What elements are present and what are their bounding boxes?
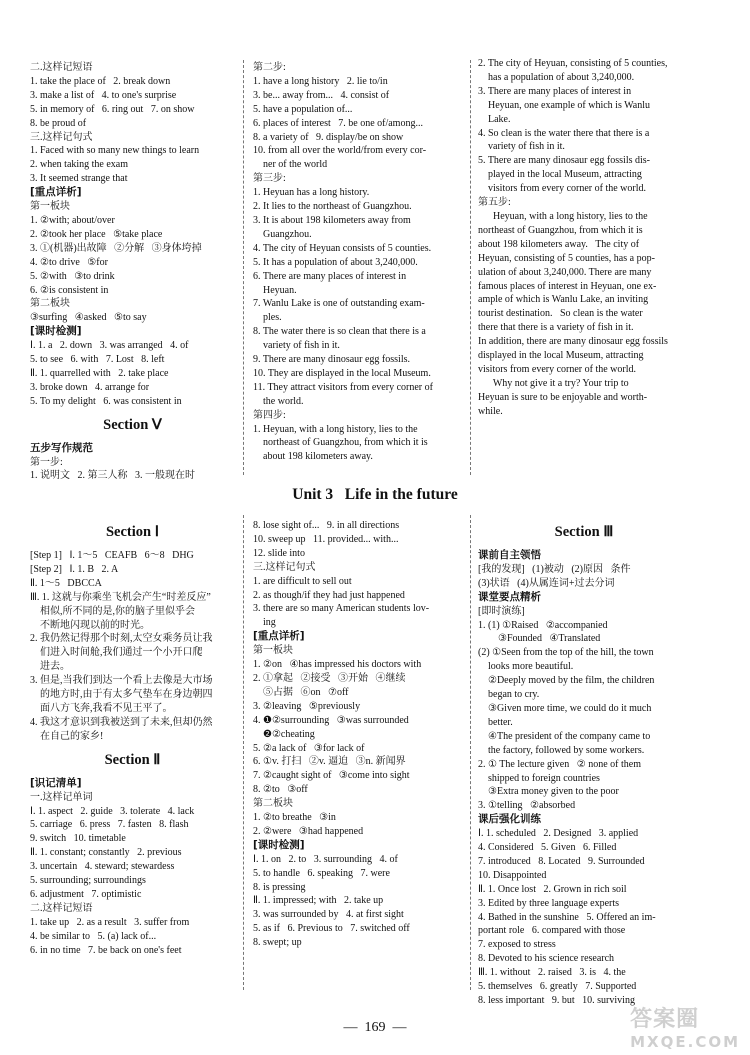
text-line: 4. 我这才意识到我被送到了未来,但却仍然 bbox=[30, 716, 213, 728]
text-line: while. bbox=[478, 405, 503, 417]
section-title: Section Ⅱ bbox=[104, 751, 161, 768]
text-line: 8. is pressing bbox=[253, 881, 306, 893]
text-line: [Step 1] Ⅰ. 1～5 CEAFB 6～8 DHG bbox=[30, 550, 194, 561]
section-heading: [课时检测] bbox=[30, 325, 82, 338]
section-heading: [重点详析] bbox=[253, 630, 305, 643]
text-line: 2. ① The lecture given ② none of them bbox=[478, 758, 641, 770]
text-line: 1. (1) ①Raised ②accompanied bbox=[478, 619, 608, 631]
text-line: 10. They are displayed in the local Museum. bbox=[253, 367, 431, 379]
text-line: visitors from every corner of the world. bbox=[478, 363, 637, 375]
text-line: visitors from every corner of the world. bbox=[478, 183, 647, 195]
column-divider bbox=[470, 60, 471, 475]
text-line: ②Deeply moved by the film, the children bbox=[478, 675, 655, 687]
text-line: ③Given more time, we could do it much bbox=[478, 702, 652, 714]
text-line: 1. Faced with so many new things to learn bbox=[30, 145, 200, 157]
text-line: 的地方时,由于有太多气垫车在身边朝四 bbox=[30, 689, 213, 701]
text-line: ample of which is Wanlu Lake, an inviting bbox=[478, 294, 649, 306]
text-line: 在自己的家乡! bbox=[30, 730, 104, 742]
text-line: 5. To my delight 6. was consistent in bbox=[30, 395, 182, 407]
text-line: 1. 说明文 2. 第三人称 3. 一般现在时 bbox=[30, 470, 195, 482]
text-line: 4. Considered 5. Given 6. Filled bbox=[478, 842, 617, 854]
section-heading: [课时检测] bbox=[253, 838, 305, 851]
text-line: 8. Devoted to his science research bbox=[478, 953, 615, 965]
bottom-middle-column bbox=[253, 519, 465, 950]
text-line: In addition, there are many dinosaur egg fossils bbox=[478, 336, 668, 348]
text-line: 1. have a long history 2. lie to/in bbox=[253, 75, 388, 87]
text-line: [即时演练] bbox=[478, 605, 525, 617]
text-line: 进去。 bbox=[30, 661, 70, 673]
text-line: 3. There are many places of interest in bbox=[478, 85, 632, 97]
text-line: variety of fish in it. bbox=[478, 141, 565, 153]
text-line: 三.这样记句式 bbox=[30, 131, 93, 143]
text-line: 三.这样记句式 bbox=[253, 561, 316, 573]
bottom-left-column bbox=[30, 516, 235, 957]
text-line: 4. The city of Heyuan consists of 5 counties. bbox=[253, 242, 432, 254]
text-line: Ⅱ. 1. constant; constantly 2. previous bbox=[30, 847, 182, 859]
text-line: 4. So clean is the water there that there is a bbox=[478, 127, 650, 139]
section-heading: 课堂要点精析 bbox=[478, 590, 541, 603]
text-line: 4. ②to drive ⑤for bbox=[30, 256, 108, 268]
text-line: 面八方飞奔,我看不见王平了。 bbox=[30, 702, 173, 714]
text-line: 3. uncertain 4. steward; stewardess bbox=[30, 861, 175, 873]
text-line: 10. from all over the world/from every cor- bbox=[253, 145, 427, 157]
text-line: better. bbox=[478, 716, 513, 728]
text-line: 2. 我仍然记得那个时刻,太空女乘务员让我 bbox=[30, 633, 213, 645]
text-line: 5. carriage 6. press 7. fasten 8. flash bbox=[30, 819, 189, 831]
text-line: portant role 6. compared with those bbox=[478, 925, 626, 937]
text-line: 8. lose sight of... 9. in all directions bbox=[253, 520, 400, 531]
text-line: 3. was surrounded by 4. at first sight bbox=[253, 909, 404, 921]
text-line: 4. Bathed in the sunshine 5. Offered an im- bbox=[478, 911, 656, 923]
text-line: 1. Heyuan, with a long history, lies to the bbox=[253, 423, 418, 435]
text-line: 3. It is about 198 kilometers away from bbox=[253, 214, 411, 226]
text-line: Heyuan, one example of which is Wanlu bbox=[478, 99, 651, 111]
text-line: 第二板块 bbox=[253, 798, 293, 810]
text-line: there that there is a variety of fish in it. bbox=[478, 322, 634, 334]
column-divider bbox=[470, 515, 471, 990]
text-line: Ⅱ. 1. quarrelled with 2. take place bbox=[30, 367, 169, 379]
text-line: 2. ②took her place ⑤take place bbox=[30, 228, 163, 240]
column-divider bbox=[243, 60, 244, 475]
text-line: Lake. bbox=[478, 113, 511, 125]
text-line: 3. make a list of 4. to one's surprise bbox=[30, 89, 177, 101]
text-line: 7. Wanlu Lake is one of outstanding exam- bbox=[253, 298, 425, 310]
text-line: displayed in the local Museum, attracting bbox=[478, 350, 644, 362]
text-line: 10. Disappointed bbox=[478, 869, 547, 881]
text-line: 2. The city of Heyuan, consisting of 5 counties, bbox=[478, 58, 668, 69]
text-line: Ⅰ. 1. a 2. down 3. was arranged 4. of bbox=[30, 340, 189, 352]
text-line: 1. ②to breathe ③in bbox=[253, 812, 336, 824]
text-line: 8. a variety of 9. display/be on show bbox=[253, 131, 404, 143]
text-line: 7. ②caught sight of ③come into sight bbox=[253, 770, 410, 782]
text-line: ples. bbox=[253, 312, 282, 324]
text-line: 第一板块 bbox=[253, 645, 293, 657]
text-line: 第二步: bbox=[253, 62, 286, 73]
text-line: Ⅰ. 1. on 2. to 3. surrounding 4. of bbox=[253, 853, 398, 865]
text-line: northeast of Guangzhou, from which it is bbox=[253, 437, 428, 449]
text-line: 一.这样记单词 bbox=[30, 791, 93, 803]
text-line: Guangzhou. bbox=[253, 228, 312, 240]
section-title: Section Ⅰ bbox=[105, 524, 159, 540]
text-line: 8. swept; up bbox=[253, 937, 302, 949]
text-line: 5. ②a lack of ③for lack of bbox=[253, 742, 365, 754]
text-line: ③surfing ④asked ⑤to say bbox=[30, 312, 147, 324]
text-line: 3. broke down 4. arrange for bbox=[30, 381, 150, 393]
text-line: 6. adjustment 7. optimistic bbox=[30, 888, 142, 900]
text-line: ⑤占据 ⑥on ⑦off bbox=[253, 686, 349, 698]
text-line: Ⅲ. 1. without 2. raised 3. is 4. the bbox=[478, 967, 626, 979]
text-line: 1. ②on ④has impressed his doctors with bbox=[253, 659, 422, 671]
text-line: looks more beautiful. bbox=[478, 661, 574, 673]
text-line: 6. ②is consistent in bbox=[30, 284, 109, 296]
section-title: Section Ⅴ bbox=[103, 416, 162, 433]
text-line: 8. less important 9. but 10. surviving bbox=[478, 995, 635, 1006]
text-line: 2. ②were ③had happened bbox=[253, 825, 364, 837]
text-line: 3. ①telling ②absorbed bbox=[478, 800, 576, 812]
text-line: 3. there are so many American students lov- bbox=[253, 603, 430, 615]
text-line: ③Extra money given to the poor bbox=[478, 786, 619, 798]
section-heading: 五步写作规范 bbox=[30, 441, 93, 454]
text-line: Ⅱ. 1. impressed; with 2. take up bbox=[253, 895, 384, 907]
text-line: 3. 但是,当我们到达一个看上去像是大市场 bbox=[30, 675, 213, 687]
text-line: 9. There are many dinosaur egg fossils. bbox=[253, 354, 410, 366]
text-line: 12. slide into bbox=[253, 547, 305, 559]
text-line: (2) ①Seen from the top of the hill, the town bbox=[478, 647, 654, 659]
text-line: [Step 2] Ⅰ. 1. B 2. A bbox=[30, 563, 119, 575]
text-line: Heyuan, consisting of 5 counties, has a pop- bbox=[478, 252, 655, 264]
text-line: 第五步: bbox=[478, 197, 511, 209]
text-line: 3. be... away from... 4. consist of bbox=[253, 89, 390, 101]
watermark-url: MXQE.COM bbox=[630, 1033, 740, 1051]
text-line: 7. exposed to stress bbox=[478, 939, 556, 951]
text-line: northeast of Guangzhou, from which it is bbox=[478, 224, 643, 236]
text-line: 第一步: bbox=[30, 456, 63, 468]
text-line: 3. ①(机器)出故障 ②分解 ③身体垮掉 bbox=[30, 242, 202, 254]
text-line: 6. There are many places of interest in bbox=[253, 270, 407, 282]
text-line: shipped to foreign countries bbox=[478, 772, 600, 784]
text-line: 第三步: bbox=[253, 173, 286, 185]
text-line: Ⅱ. 1～5 DBCCA bbox=[30, 577, 102, 589]
text-line: variety of fish in it. bbox=[253, 340, 340, 352]
text-line: 3. Edited by three language experts bbox=[478, 897, 620, 909]
text-line: [我的发现] (1)被动 (2)原因 条件 bbox=[478, 563, 631, 575]
text-line: 5. have a population of... bbox=[253, 103, 353, 115]
text-line: ④The president of the company came to bbox=[478, 730, 651, 742]
text-line: ulation of about 3,240,000. There are many bbox=[478, 266, 652, 278]
text-line: famous places of interest in Heyuan, one ex- bbox=[478, 280, 657, 292]
text-line: 第四步: bbox=[253, 409, 286, 421]
text-line: 10. sweep up 11. provided... with... bbox=[253, 533, 399, 545]
text-line: 6. places of interest 7. be one of/among... bbox=[253, 117, 423, 129]
watermark-logo bbox=[630, 1002, 740, 1051]
top-left-column bbox=[30, 61, 235, 483]
text-line: Ⅲ. 1. 这就与你乘坐飞机会产生“时差反应” bbox=[30, 591, 211, 603]
text-line: Heyuan, with a long history, lies to the bbox=[478, 210, 648, 222]
top-right-column bbox=[478, 57, 690, 419]
text-line: about 198 kilometers away. bbox=[253, 451, 373, 463]
text-line: 5. ②with ③to drink bbox=[30, 270, 115, 282]
text-line: ❷②cheating bbox=[253, 728, 315, 740]
text-line: 6. ①v. 打扫 ②v. 逼迫 ③n. 新闻界 bbox=[253, 756, 406, 768]
text-line: 9. switch 10. timetable bbox=[30, 833, 126, 845]
text-line: 第二板块 bbox=[30, 298, 70, 310]
text-line: ③Founded ④Translated bbox=[478, 633, 601, 645]
text-line: 5. surrounding; surroundings bbox=[30, 875, 146, 887]
text-line: 1. Heyuan has a long history. bbox=[253, 187, 370, 199]
text-line: 5. as if 6. Previous to 7. switched off bbox=[253, 923, 410, 935]
text-line: 5. themselves 6. greatly 7. Supported bbox=[478, 981, 637, 993]
text-line: 3. ②leaving ⑤previously bbox=[253, 700, 361, 712]
bottom-right-column bbox=[478, 516, 690, 1008]
text-line: 1. ②with; about/over bbox=[30, 214, 115, 226]
text-line: played in the local Museum, attracting bbox=[478, 169, 642, 181]
text-line: 二.这样记短语 bbox=[30, 62, 93, 73]
text-line: 2. as though/if they had just happened bbox=[253, 589, 405, 601]
text-line: 11. They attract visitors from every corner of bbox=[253, 381, 433, 393]
text-line: began to cry. bbox=[478, 689, 540, 701]
section-title: Section Ⅲ bbox=[554, 524, 614, 540]
text-line: 们进入时间舱,我们通过一个小开口爬 bbox=[30, 647, 203, 659]
text-line: 5. to handle 6. speaking 7. were bbox=[253, 867, 390, 879]
text-line: 3. It seemed strange that bbox=[30, 173, 128, 185]
text-line: Ⅰ. 1. scheduled 2. Designed 3. applied bbox=[478, 828, 639, 840]
text-line: the factory, followed by some workers. bbox=[478, 744, 645, 756]
text-line: 5. There are many dinosaur egg fossils dis- bbox=[478, 155, 650, 167]
top-middle-column bbox=[253, 61, 465, 464]
text-line: 2. It lies to the northeast of Guangzhou. bbox=[253, 201, 412, 213]
text-line: has a population of about 3,240,000. bbox=[478, 71, 635, 83]
section-heading: [重点详析] bbox=[30, 186, 82, 199]
text-line: ner of the world bbox=[253, 159, 328, 171]
page-number: — 169 — bbox=[343, 1020, 407, 1035]
text-line: 6. in no time 7. be back on one's feet bbox=[30, 944, 182, 956]
text-line: Heyuan is sure to be enjoyable and worth- bbox=[478, 391, 648, 403]
section-heading: [识记清单] bbox=[30, 776, 82, 789]
text-line: 5. It has a population of about 3,240,000. bbox=[253, 256, 418, 268]
text-line: 8. The water there is so clean that there is a bbox=[253, 326, 426, 338]
section-heading: 课前自主领悟 bbox=[478, 549, 541, 561]
text-line: Why not give it a try? Your trip to bbox=[478, 377, 629, 389]
text-line: (3)状语 (4)从属连词+过去分词 bbox=[478, 577, 615, 589]
text-line: 7. introduced 8. Located 9. Surrounded bbox=[478, 855, 645, 867]
text-line: 8. be proud of bbox=[30, 117, 87, 129]
watermark-text: 答案圈 bbox=[630, 1007, 700, 1032]
text-line: Heyuan. bbox=[253, 284, 297, 296]
text-line: 4. be similar to 5. (a) lack of... bbox=[30, 930, 157, 942]
text-line: Ⅰ. 1. aspect 2. guide 3. tolerate 4. lack bbox=[30, 805, 195, 817]
text-line: 2. when taking the exam bbox=[30, 159, 129, 171]
unit-title: Unit 3 Life in the future bbox=[292, 486, 458, 503]
text-line: 1. take up 2. as a result 3. suffer from bbox=[30, 916, 190, 928]
text-line: 1. take the place of 2. break down bbox=[30, 75, 171, 87]
text-line: about 198 kilometers away. The city of bbox=[478, 238, 640, 250]
text-line: 8. ②to ③off bbox=[253, 784, 308, 796]
section-heading: 课后强化训练 bbox=[478, 813, 541, 826]
text-line: 二.这样记短语 bbox=[30, 902, 93, 914]
text-line: tourist destination. So clean is the water bbox=[478, 308, 643, 320]
text-line: 不断地闪现以前的时光。 bbox=[30, 619, 150, 631]
text-line: Ⅱ. 1. Once lost 2. Grown in rich soil bbox=[478, 883, 627, 895]
text-line: 1. are difficult to sell out bbox=[253, 575, 352, 587]
column-divider bbox=[243, 515, 244, 990]
text-line: the world. bbox=[253, 395, 304, 407]
text-line: 4. ❶②surrounding ③was surrounded bbox=[253, 714, 409, 726]
text-line: 2. ①拿起 ②接受 ③开始 ④继续 bbox=[253, 672, 406, 684]
text-line: 相似,所不同的是,你的脑子里似乎会 bbox=[30, 605, 195, 617]
text-line: 5. to see 6. with 7. Lost 8. left bbox=[30, 354, 165, 366]
text-line: 5. in memory of 6. ring out 7. on show bbox=[30, 103, 195, 115]
text-line: ing bbox=[253, 617, 276, 629]
text-line: 第一板块 bbox=[30, 201, 70, 213]
